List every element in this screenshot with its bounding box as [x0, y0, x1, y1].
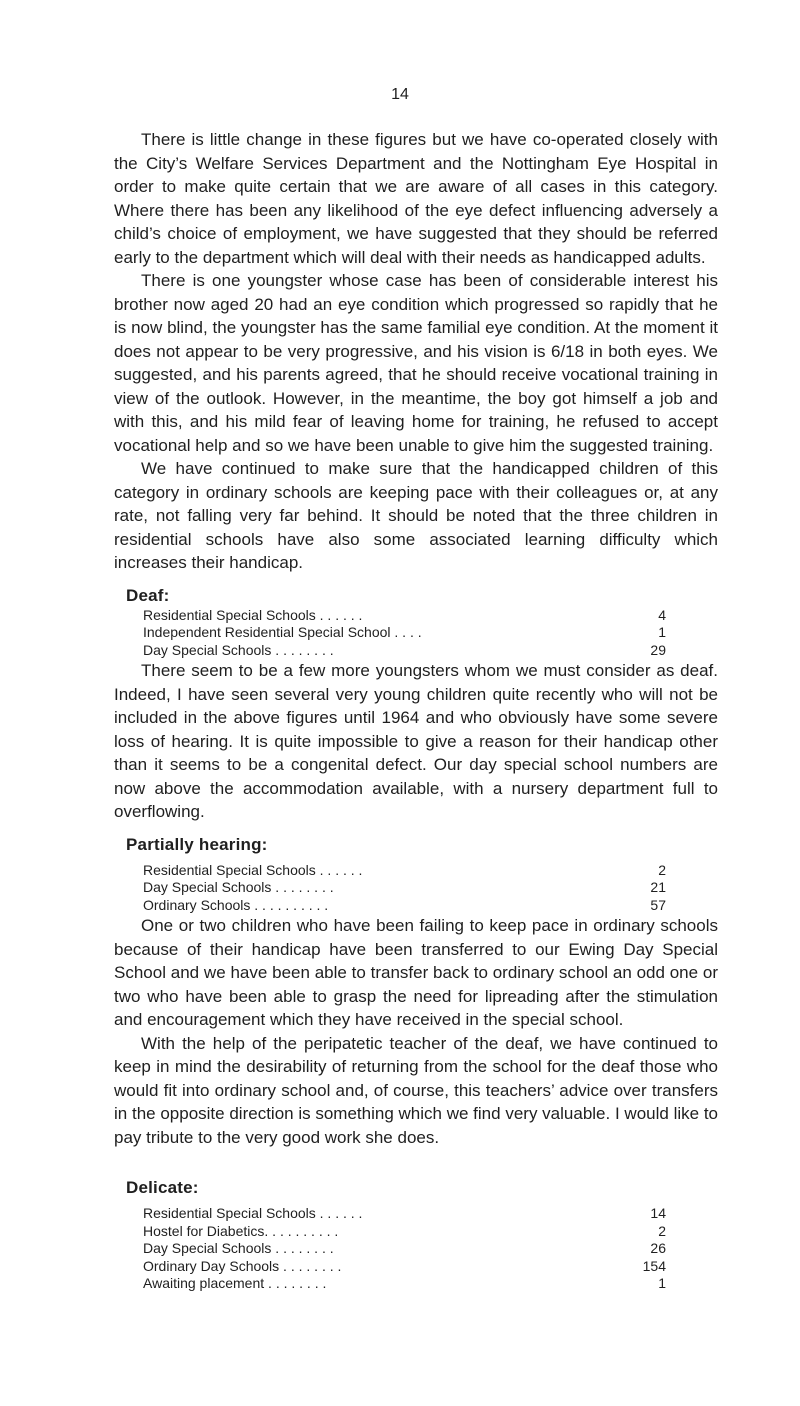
row-label: Day Special Schools . . . . . . . . [143, 641, 334, 658]
table-row [143, 1258, 666, 1276]
table-row [143, 1275, 666, 1293]
row-label: Ordinary Schools . . . . . . . . . . [143, 896, 329, 913]
row-label: Residential Special Schools . . . . . . [143, 861, 363, 878]
row-label: Ordinary Day Schools . . . . . . . . [143, 1257, 342, 1274]
delicate-table [143, 1205, 666, 1293]
row-value: 1 [658, 1275, 666, 1291]
paragraph-peripatetic-teacher: With the help of the peripatetic teacher of the deaf, we have continued to keep in mind the desirability of returning from the school for the deaf those who would fit into ordinary school and, of course, this teachers’ advice over transfers in the opposite direction is something which we find very valuable. I would like to pay tribute to the very good work she does. [114, 1033, 718, 1147]
paragraph-welfare-cooperation: There is little change in these figures but we have co-operated closely with the City’s Welfare Services Department and the Nottingham Eye Hospital in order to make quite certain that we are aware of all cases in this category. Where there has been any likelihood of the eye defect influencing adversely a child’s choice of employment, we have suggested that they should be referred early to the department which will deal with their needs as handicapped adults. [114, 130, 718, 267]
row-label: Day Special Schools . . . . . . . . [143, 879, 334, 895]
section-heading-delicate: Delicate: [126, 1178, 199, 1197]
table-row [143, 1223, 666, 1241]
row-value: 2 [658, 1222, 666, 1239]
page-number: 14 [391, 86, 409, 103]
paragraph-deaf-youngsters: There seem to be a few more youngsters whom we must consider as deaf. Indeed, I have seen several very young children quite recently who will not be included in the above figures until 1964 and who obviously have some severe loss of hearing. It is quite impossible to give a reason for their handicap other than it seems to be a congenital defect. Our day special school numbers are now above the accommodation available, with a nursery department full to overflowing. [114, 661, 718, 821]
section-heading-deaf: Deaf: [126, 585, 170, 605]
row-label: Awaiting placement . . . . . . . . [143, 1275, 327, 1291]
row-value: 14 [650, 1205, 666, 1221]
document-body [114, 128, 718, 1293]
table-row [143, 879, 666, 897]
table-row [143, 862, 666, 880]
section-heading-partially-hearing: Partially hearing: [126, 834, 268, 854]
row-label: Residential Special Schools . . . . . . [143, 1205, 363, 1221]
paragraph-ewing-school: One or two children who have been failing to keep pace in ordinary schools because of their handicap have been transferred to our Ewing Day Special School and we have been able to transfer back to ordinary school an odd one or two who have been able to grasp the need for lipreading after the stimulation and encouragement which they have received in the special school. [114, 916, 718, 1029]
row-value: 26 [650, 1240, 666, 1256]
deaf-table [143, 607, 666, 660]
row-value: 1 [658, 624, 666, 640]
row-value: 57 [650, 896, 666, 913]
row-value: 2 [658, 861, 666, 878]
row-value: 29 [650, 641, 666, 658]
paragraph-ordinary-schools: We have continued to make sure that the handicapped children of this category in ordinary schools are keeping pace with their colleagues or, at any rate, not falling very far behind. It should be noted that the three children in residential schools have also some associated learning difficulty which increases their handicap. [114, 459, 718, 572]
row-label: Hostel for Diabetics. . . . . . . . . . [143, 1222, 339, 1239]
table-row [143, 624, 666, 642]
row-label: Independent Residential Special School . . . . [143, 624, 422, 640]
table-row [143, 642, 666, 660]
row-value: 21 [650, 879, 666, 895]
partially-hearing-table [143, 862, 666, 915]
table-row [143, 607, 666, 625]
row-label: Day Special Schools . . . . . . . . [143, 1240, 334, 1256]
paragraph-youngster-case: There is one youngster whose case has been of considerable interest his brother now aged 20 had an eye condition which progressed so rapidly that he is now blind, the youngster has the same familial eye condition. At the moment it does not appear to be very progressive, and his vision is 6/18 in both eyes. We suggested, and his parents agreed, that he should receive vocational training in view of the outlook. However, in the meantime, the boy got himself a job and with this, and his mild fear of leaving home for training, he refused to accept vocational help and so we have been unable to give him the suggested training. [114, 271, 718, 455]
row-value: 154 [642, 1257, 666, 1274]
row-label: Residential Special Schools . . . . . . [143, 606, 363, 623]
row-value: 4 [658, 606, 666, 623]
table-row [143, 1205, 666, 1223]
table-row [143, 897, 666, 915]
table-row [143, 1240, 666, 1258]
